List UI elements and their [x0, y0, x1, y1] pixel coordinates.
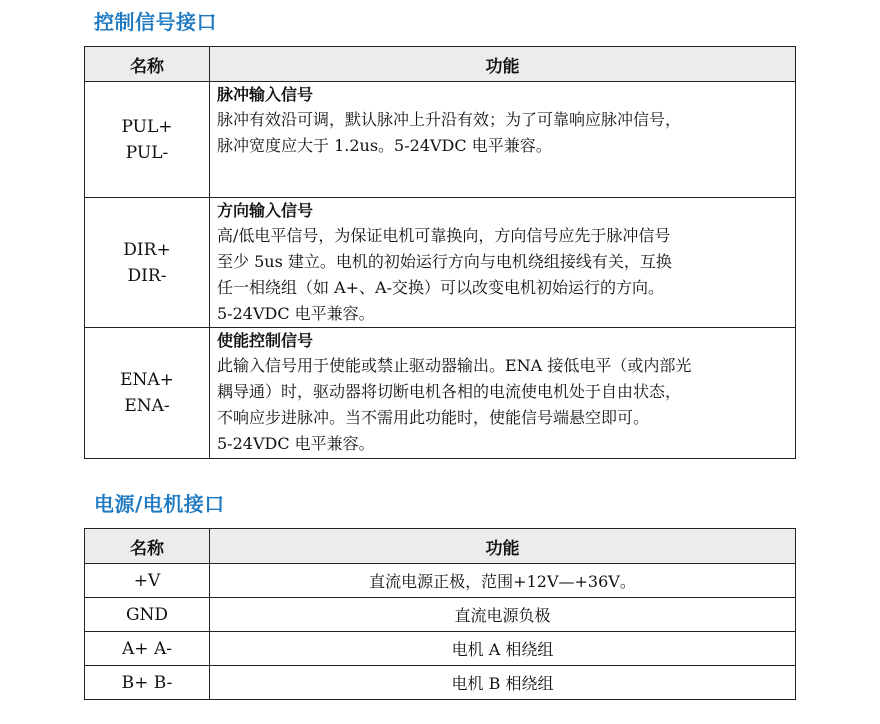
description-line: 脉冲宽度应大于 1.2us。5-24VDC 电平兼容。: [217, 136, 552, 155]
table-row-ena: [85, 328, 796, 459]
table-row: [85, 598, 796, 632]
table-header-row: [85, 529, 796, 564]
function-column-header: 功能: [210, 529, 796, 564]
signal-function-title: 使能控制信号: [217, 331, 314, 350]
terminal-name: B+ B-: [85, 666, 210, 700]
signal-function-cell: [210, 198, 796, 328]
description-line: 5-24VDC 电平兼容。: [217, 434, 375, 453]
terminal-function: 电机 A 相绕组: [210, 632, 796, 666]
signal-name: PUL-: [125, 142, 169, 163]
terminal-name: A+ A-: [85, 632, 210, 666]
signal-name-cell: [85, 198, 210, 328]
table-header-row: [85, 47, 796, 82]
signal-function-cell: [210, 328, 796, 459]
table-row: [85, 666, 796, 700]
description-line: 任一相绕组（如 A+、A-交换）可以改变电机初始运行的方向。: [217, 278, 665, 297]
description-line: 脉冲有效沿可调，默认脉冲上升沿有效；为了可靠响应脉冲信号，: [217, 110, 682, 129]
signal-name-cell: [85, 82, 210, 198]
name-column-header: 名称: [85, 529, 210, 564]
signal-function-cell: [210, 82, 796, 198]
signal-description: [217, 107, 789, 159]
table-row: [85, 564, 796, 598]
function-column-header: 功能: [210, 47, 796, 82]
table-row: [85, 632, 796, 666]
control-interface-title: 控制信号接口: [94, 10, 217, 34]
terminal-name: +V: [85, 564, 210, 598]
signal-name-cell: [85, 328, 210, 459]
signal-name: ENA-: [124, 396, 170, 416]
description-line: 耦导通）时，驱动器将切断电机各相的电流使电机处于自由状态，: [217, 382, 682, 401]
control-signal-table: [84, 46, 796, 459]
signal-name: ENA+: [120, 370, 174, 390]
power-motor-interface-title: 电源/电机接口: [94, 492, 225, 516]
terminal-function: 直流电源正极，范围+12V—+36V。: [210, 564, 796, 598]
table-row-pul: [85, 82, 796, 198]
terminal-function: 直流电源负极: [210, 598, 796, 632]
signal-name: DIR-: [127, 265, 167, 286]
table-row-dir: [85, 198, 796, 328]
signal-function-title: 脉冲输入信号: [217, 85, 314, 104]
terminal-name: GND: [85, 598, 210, 632]
description-line: 不响应步进脉冲。当不需用此功能时，使能信号端悬空即可。: [217, 408, 650, 427]
description-line: 此输入信号用于使能或禁止驱动器输出。ENA 接低电平（或内部光: [217, 356, 692, 375]
name-column-header: 名称: [85, 47, 210, 82]
signal-description: [217, 223, 789, 327]
description-line: 5-24VDC 电平兼容。: [217, 304, 375, 323]
signal-name: DIR+: [123, 239, 171, 260]
description-line: 至少 5us 建立。电机的初始运行方向与电机绕组接线有关，互换: [217, 252, 672, 271]
terminal-function: 电机 B 相绕组: [210, 666, 796, 700]
signal-function-title: 方向输入信号: [217, 201, 314, 220]
power-motor-table: [84, 528, 796, 700]
signal-name: PUL+: [121, 116, 173, 137]
description-line: 高/低电平信号，为保证电机可靠换向，方向信号应先于脉冲信号: [217, 226, 671, 245]
signal-description: [217, 353, 789, 457]
